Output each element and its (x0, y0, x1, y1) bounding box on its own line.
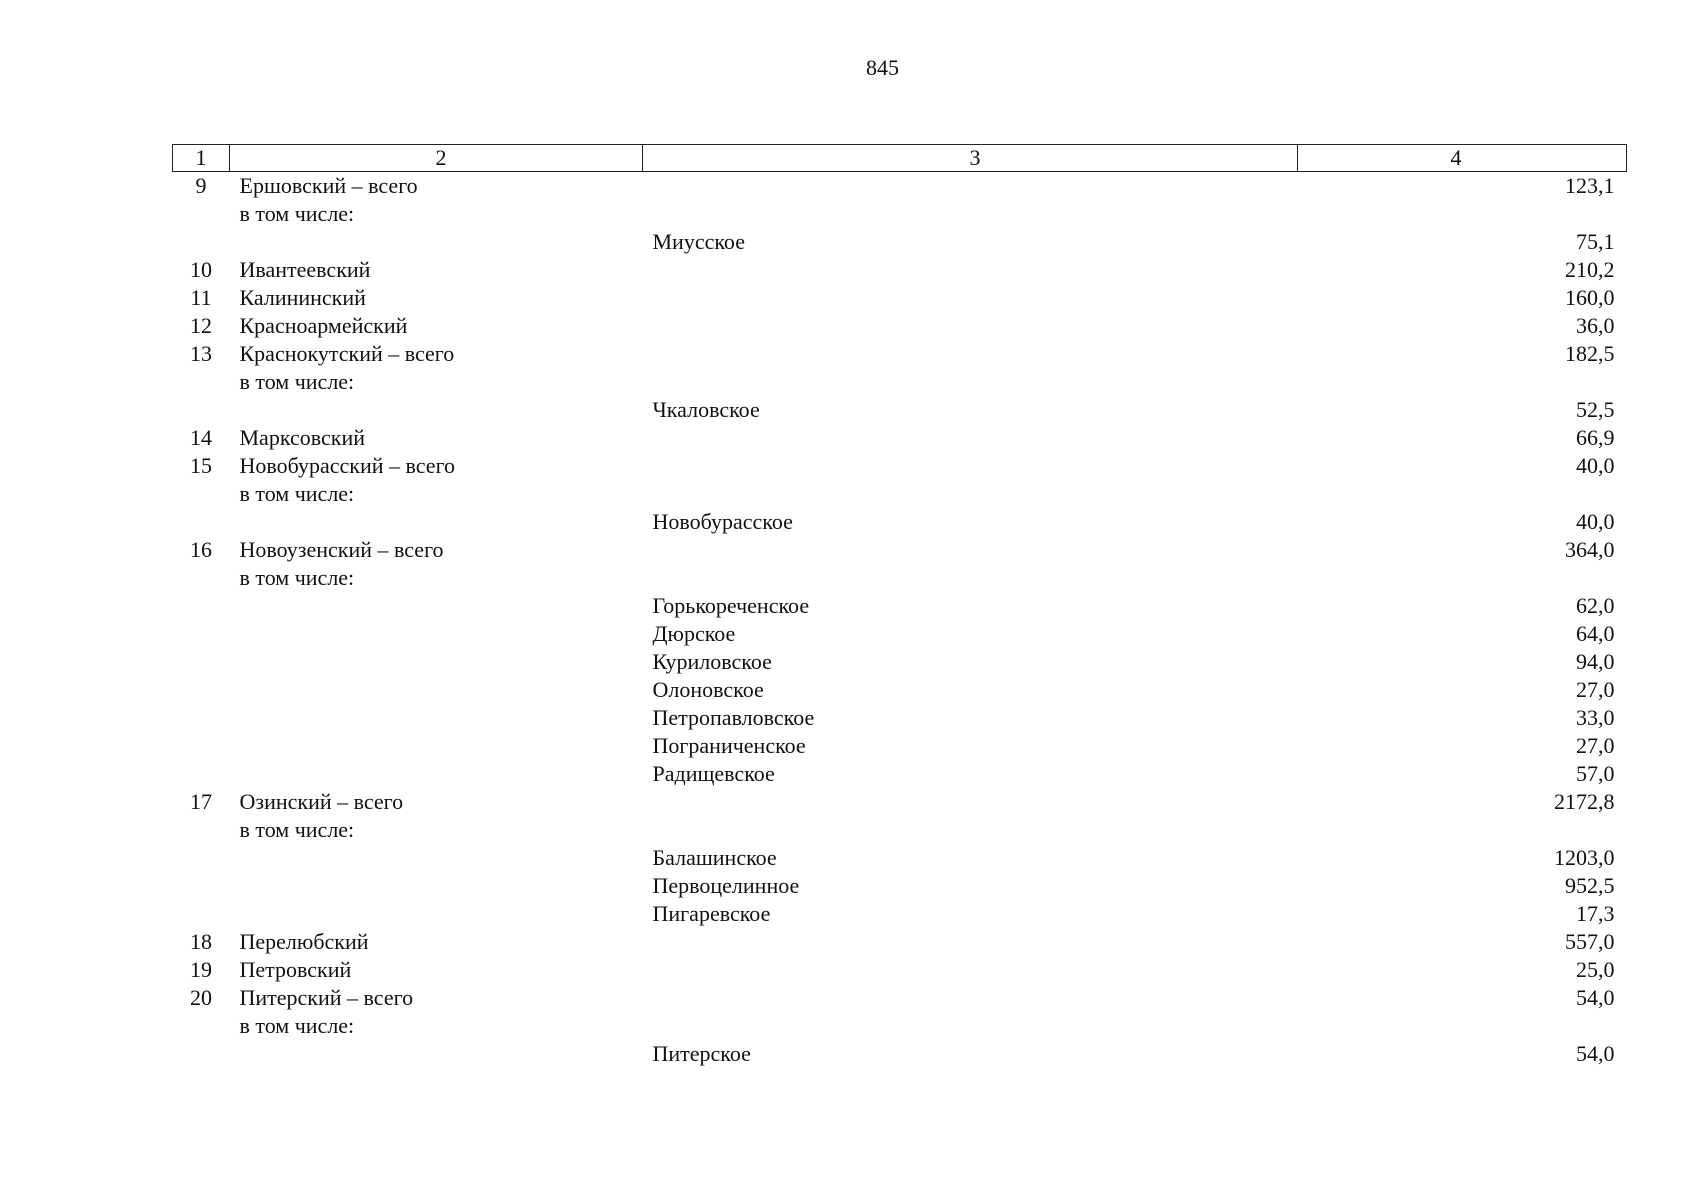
row-number: 11 (190, 285, 212, 310)
row-number (173, 1040, 230, 1068)
row-number (173, 648, 230, 676)
district-cell (230, 648, 643, 676)
value-cell: 64,0 (1576, 621, 1615, 646)
district-cell (230, 396, 643, 424)
table-row (173, 228, 1627, 256)
table-row (173, 844, 1627, 872)
value-cell: 17,3 (1576, 901, 1615, 926)
row-number (173, 900, 230, 928)
settlement-cell: Первоцелинное (652, 873, 800, 898)
district-cell (230, 760, 643, 788)
value-cell: 40,0 (1576, 453, 1615, 478)
table-row (173, 424, 1627, 452)
value-cell (1298, 1012, 1627, 1040)
row-number (173, 368, 230, 396)
table-row (173, 200, 1627, 228)
value-cell: 62,0 (1576, 593, 1615, 618)
district-cell (230, 900, 643, 928)
row-number: 15 (190, 453, 212, 478)
settlement-cell: Куриловское (652, 649, 772, 674)
value-cell: 52,5 (1576, 397, 1615, 422)
value-cell: 160,0 (1565, 285, 1615, 310)
district-cell: Петровский (239, 957, 352, 982)
district-cell: Питерский – всего (239, 985, 414, 1010)
district-cell: Ершовский – всего (239, 173, 418, 198)
settlement-cell (643, 256, 1298, 284)
row-number (173, 620, 230, 648)
table-row (173, 928, 1627, 956)
settlement-cell (643, 312, 1298, 340)
settlement-cell (643, 340, 1298, 368)
row-number (173, 508, 230, 536)
settlement-cell: Горькореченское (652, 593, 810, 618)
settlement-cell: Балашинское (652, 845, 777, 870)
settlement-cell (643, 480, 1298, 508)
settlement-cell: Пограниченское (652, 733, 806, 758)
header-col-3: 3 (643, 145, 1298, 172)
table-row (173, 984, 1627, 1012)
row-number: 17 (190, 789, 212, 814)
header-col-4: 4 (1298, 145, 1627, 172)
district-cell (230, 844, 643, 872)
row-number (173, 676, 230, 704)
settlement-cell: Радищевское (652, 761, 775, 786)
value-cell: 182,5 (1565, 341, 1615, 366)
value-cell: 27,0 (1576, 677, 1615, 702)
settlement-cell: Пигаревское (652, 901, 771, 926)
table-row (173, 648, 1627, 676)
district-cell (230, 592, 643, 620)
settlement-cell (643, 788, 1298, 816)
row-number (173, 592, 230, 620)
table-row (173, 676, 1627, 704)
district-cell: Озинский – всего (239, 789, 404, 814)
row-number (173, 760, 230, 788)
table-row (173, 312, 1627, 340)
settlement-cell: Миусское (652, 229, 745, 254)
district-cell: в том числе: (239, 201, 355, 226)
table-row (173, 592, 1627, 620)
table-row (173, 564, 1627, 592)
district-cell: в том числе: (239, 481, 355, 506)
value-cell: 54,0 (1576, 1041, 1615, 1066)
table-row (173, 788, 1627, 816)
settlement-cell (643, 368, 1298, 396)
header-col-2: 2 (230, 145, 643, 172)
value-cell: 54,0 (1576, 985, 1615, 1010)
settlement-cell: Петропавловское (652, 705, 815, 730)
table-row (173, 396, 1627, 424)
district-cell: Новоузенский – всего (239, 537, 444, 562)
table-row (173, 872, 1627, 900)
page-number: 845 (866, 55, 899, 80)
settlement-cell (643, 452, 1298, 480)
row-number (173, 816, 230, 844)
row-number (173, 228, 230, 256)
table-row (173, 452, 1627, 480)
row-number (173, 704, 230, 732)
row-number (173, 396, 230, 424)
district-cell (230, 872, 643, 900)
table-row (173, 900, 1627, 928)
value-cell: 94,0 (1576, 649, 1615, 674)
row-number (173, 200, 230, 228)
table-row (173, 480, 1627, 508)
value-cell (1298, 200, 1627, 228)
row-number (173, 732, 230, 760)
settlement-cell (643, 1012, 1298, 1040)
table-row (173, 508, 1627, 536)
table-row (173, 704, 1627, 732)
district-cell: Перелюбский (239, 929, 369, 954)
table-row (173, 284, 1627, 312)
value-cell: 25,0 (1576, 957, 1615, 982)
row-number (173, 564, 230, 592)
district-cell (230, 508, 643, 536)
value-cell: 210,2 (1565, 257, 1615, 282)
settlement-cell (643, 956, 1298, 984)
settlement-cell: Новобурасское (652, 509, 793, 534)
data-table (172, 144, 1627, 1068)
table-header-row (173, 145, 1627, 172)
settlement-cell (643, 564, 1298, 592)
table-row (173, 256, 1627, 284)
value-cell: 27,0 (1576, 733, 1615, 758)
district-cell (230, 620, 643, 648)
district-cell: Краснокутский – всего (239, 341, 455, 366)
district-cell: Красноармейский (239, 313, 408, 338)
district-cell (230, 704, 643, 732)
settlement-cell (643, 984, 1298, 1012)
settlement-cell (643, 424, 1298, 452)
value-cell: 123,1 (1565, 173, 1615, 198)
row-number (173, 480, 230, 508)
district-cell (230, 732, 643, 760)
settlement-cell (643, 284, 1298, 312)
table-row (173, 956, 1627, 984)
row-number: 9 (195, 173, 207, 198)
value-cell: 557,0 (1565, 929, 1615, 954)
district-cell (230, 1040, 643, 1068)
row-number: 18 (190, 929, 212, 954)
value-cell: 36,0 (1576, 313, 1615, 338)
row-number: 19 (190, 957, 212, 982)
table-row (173, 732, 1627, 760)
value-cell: 2172,8 (1554, 789, 1615, 814)
table-row (173, 816, 1627, 844)
header-col-1: 1 (173, 145, 230, 172)
table-row (173, 1040, 1627, 1068)
district-cell: в том числе: (239, 1013, 355, 1038)
settlement-cell: Дюрское (652, 621, 736, 646)
value-cell (1298, 368, 1627, 396)
value-cell: 1203,0 (1554, 845, 1615, 870)
row-number (173, 1012, 230, 1040)
settlement-cell (643, 200, 1298, 228)
table-row (173, 172, 1627, 201)
value-cell: 66,9 (1576, 425, 1615, 450)
district-cell: Калининский (239, 285, 366, 310)
settlement-cell (643, 816, 1298, 844)
district-cell: в том числе: (239, 565, 355, 590)
value-cell: 364,0 (1565, 537, 1615, 562)
value-cell (1298, 564, 1627, 592)
row-number: 10 (190, 257, 212, 282)
value-cell: 33,0 (1576, 705, 1615, 730)
settlement-cell (643, 536, 1298, 564)
row-number: 20 (190, 985, 212, 1010)
table-row (173, 760, 1627, 788)
row-number: 13 (190, 341, 212, 366)
district-cell (230, 676, 643, 704)
district-cell: Ивантеевский (239, 257, 371, 282)
row-number: 14 (190, 425, 212, 450)
settlement-cell: Чкаловское (652, 397, 760, 422)
row-number: 16 (190, 537, 212, 562)
row-number (173, 844, 230, 872)
district-cell: в том числе: (239, 817, 355, 842)
table-row (173, 340, 1627, 368)
district-cell (230, 228, 643, 256)
settlement-cell (643, 172, 1298, 201)
value-cell: 40,0 (1576, 509, 1615, 534)
value-cell (1298, 816, 1627, 844)
settlement-cell: Олоновское (652, 677, 764, 702)
value-cell (1298, 480, 1627, 508)
settlement-cell: Питерское (652, 1041, 751, 1066)
settlement-cell (643, 928, 1298, 956)
table-row (173, 368, 1627, 396)
district-cell: Новобурасский – всего (239, 453, 456, 478)
table-row (173, 620, 1627, 648)
table-body (173, 172, 1627, 1069)
row-number: 12 (190, 313, 212, 338)
district-cell: в том числе: (239, 369, 355, 394)
row-number (173, 872, 230, 900)
table-row (173, 536, 1627, 564)
table-row (173, 1012, 1627, 1040)
value-cell: 57,0 (1576, 761, 1615, 786)
value-cell: 75,1 (1576, 229, 1615, 254)
district-cell: Марксовский (239, 425, 365, 450)
value-cell: 952,5 (1565, 873, 1615, 898)
